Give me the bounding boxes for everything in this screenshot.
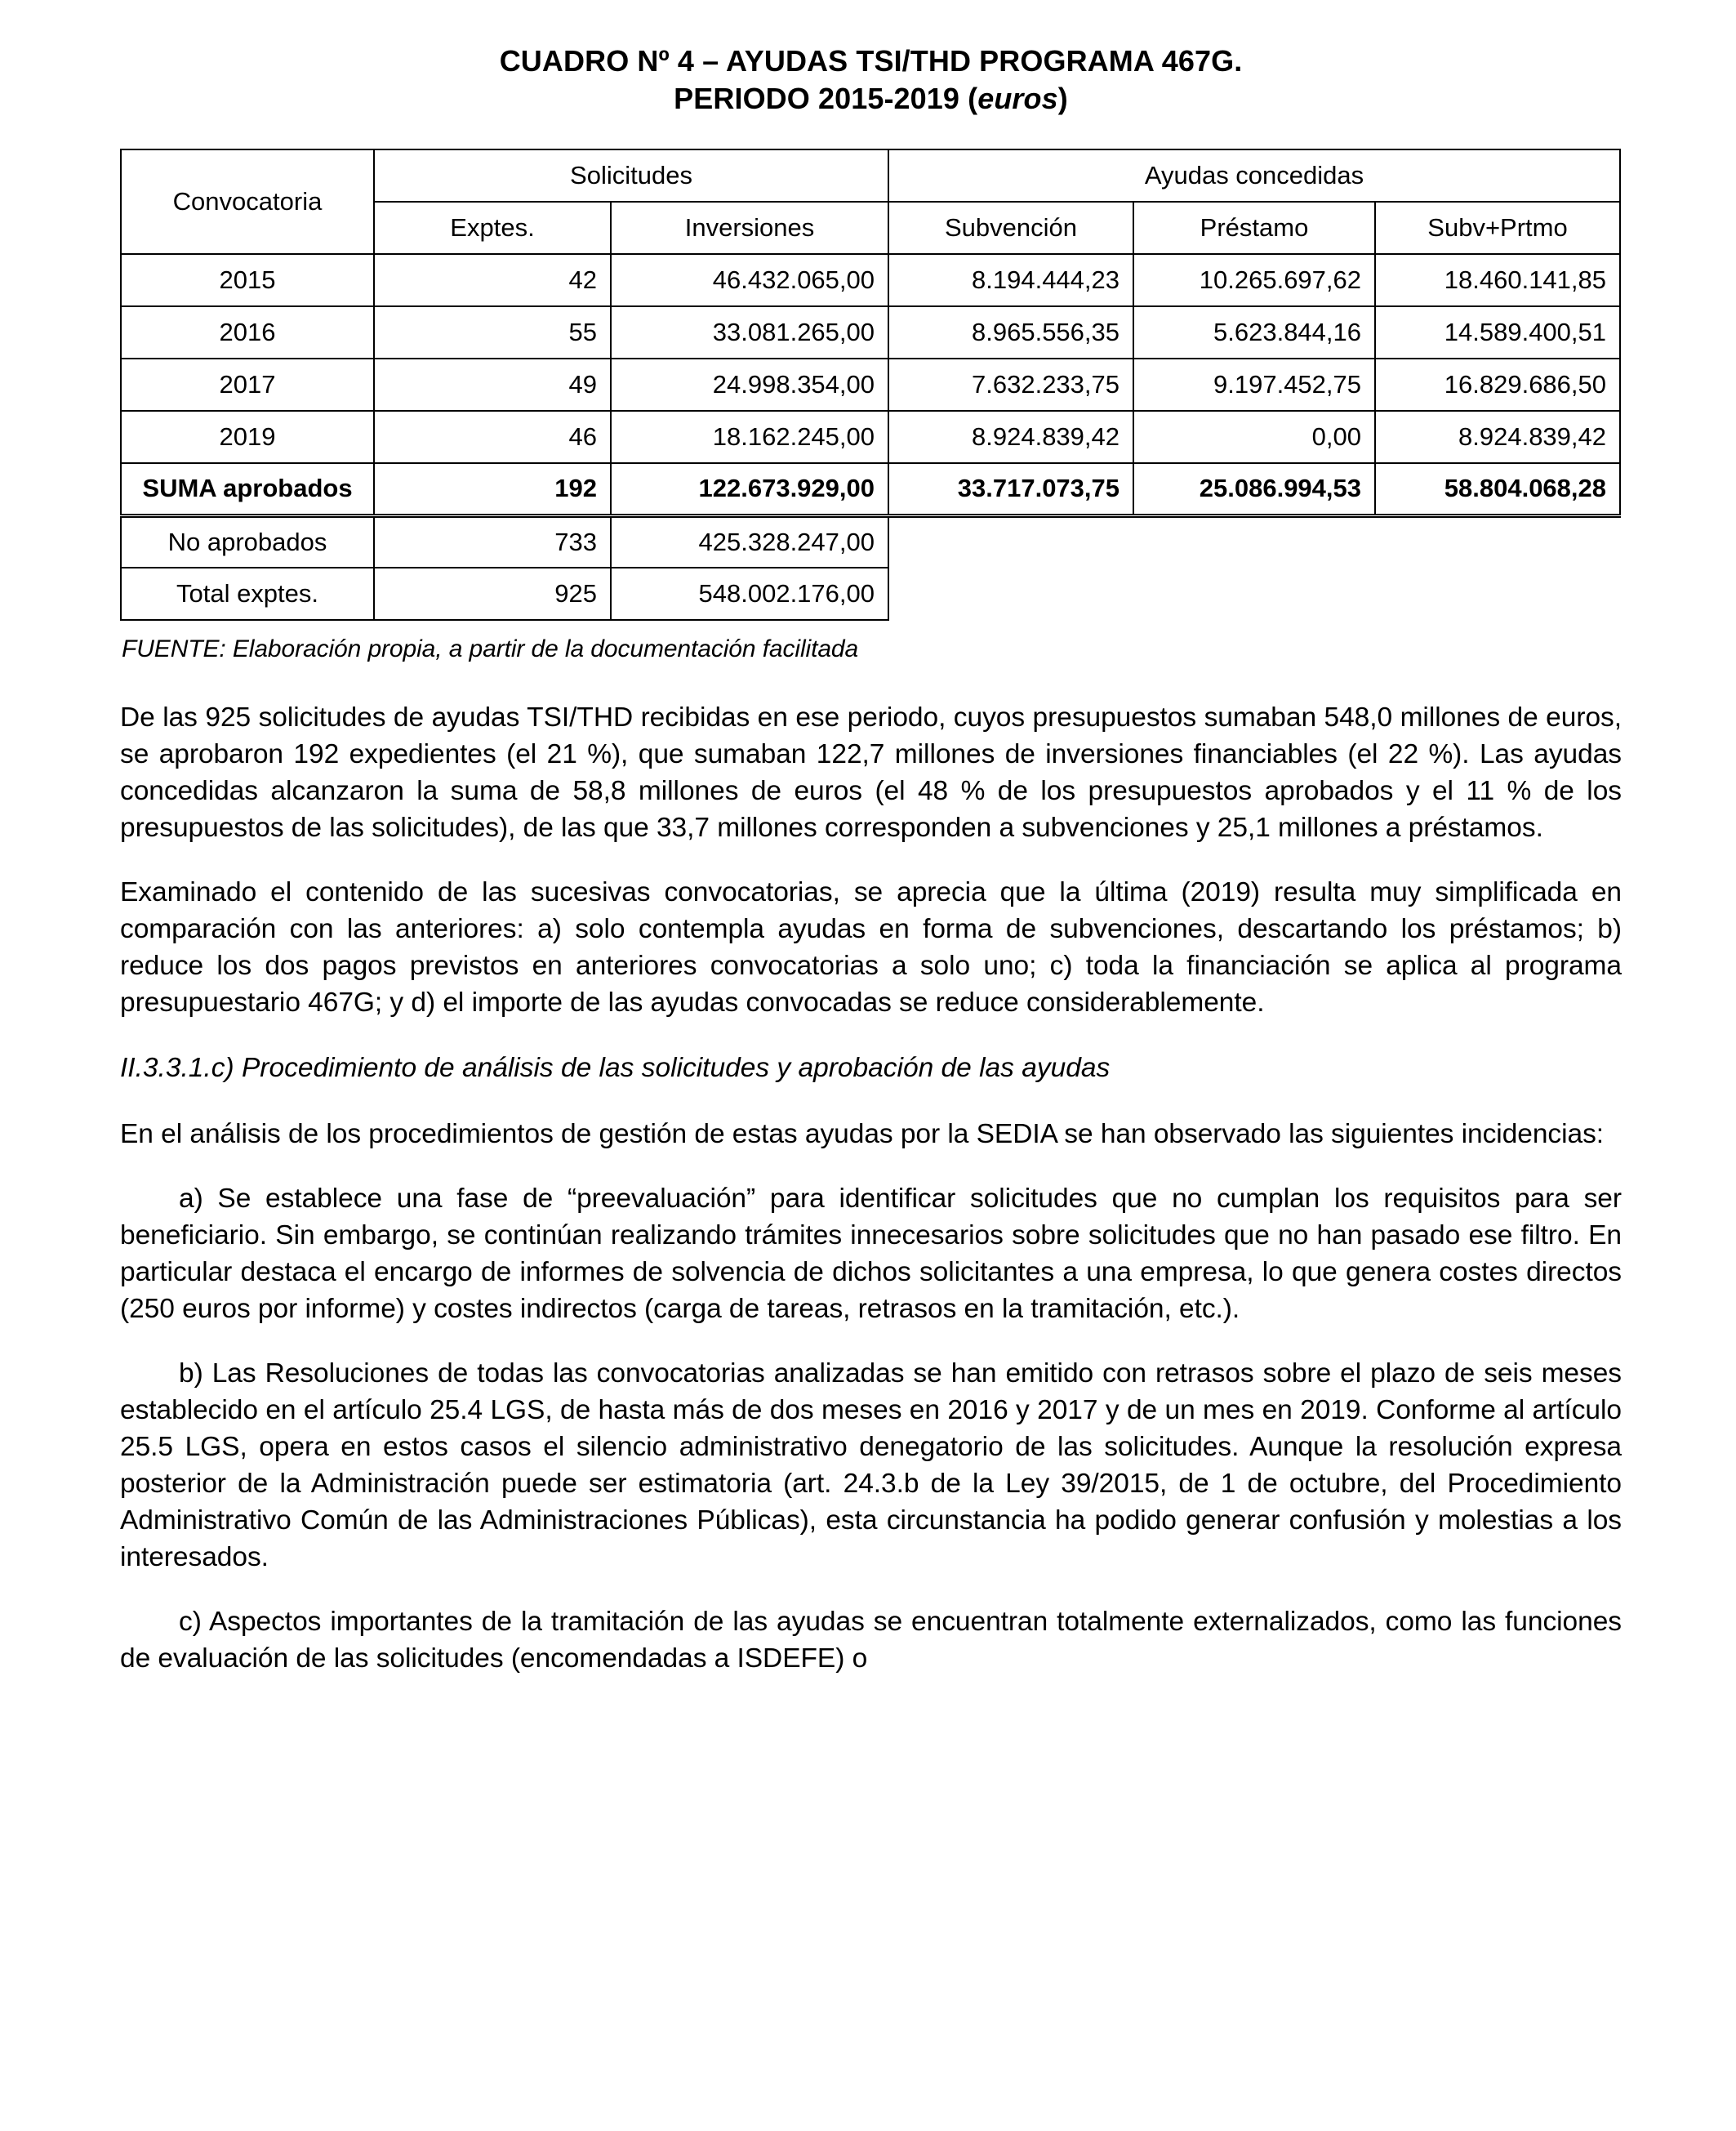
table-body [121,254,1620,620]
header-group-solicitudes: Solicitudes [374,149,888,202]
cell-subv-prtmo: 16.829.686,50 [1375,359,1620,411]
cell-inversiones: 425.328.247,00 [611,515,888,568]
cell-inversiones: 46.432.065,00 [611,254,888,306]
cell-convocatoria: 2015 [121,254,374,306]
cell-prestamo: 9.197.452,75 [1133,359,1375,411]
cell-exptes: 733 [374,515,611,568]
cell-inversiones: 122.673.929,00 [611,463,888,515]
table-row-total-exptes [121,568,1620,620]
cell-empty [1133,568,1375,620]
page-title-line1: CUADRO Nº 4 – AYUDAS TSI/THD PROGRAMA 467G. [499,44,1243,78]
cell-prestamo: 0,00 [1133,411,1375,463]
paragraph-3: En el análisis de los procedimientos de gestión de estas ayudas por la SEDIA se han observado las siguientes incidencias: [120,1118,1605,1149]
cell-inversiones: 33.081.265,00 [611,306,888,359]
cell-inversiones: 18.162.245,00 [611,411,888,463]
cell-exptes: 55 [374,306,611,359]
table-row-suma-aprobados [121,463,1620,515]
paragraph-2: Examinado el contenido de las sucesivas convocatorias, se aprecia que la última (2019) resulta muy simplificada en comparación con las anteriores: a) solo contempla ayudas en forma de subvenciones, descartando los préstamos; b) reduce los dos pagos previstos en anteriores convocatorias a solo uno; c) toda la financiación se aplica al programa presupuestario 467G; y d) el importe de las ayudas convocadas se reduce considerablemente. [120,877,1622,1019]
cell-prestamo: 25.086.994,53 [1133,463,1375,515]
header-inversiones: Inversiones [611,202,888,254]
cell-subv-prtmo: 8.924.839,42 [1375,411,1620,463]
cell-exptes: 192 [374,463,611,515]
table-row [121,411,1620,463]
cell-exptes: 49 [374,359,611,411]
cell-inversiones: 24.998.354,00 [611,359,888,411]
cell-subvencion: 7.632.233,75 [888,359,1133,411]
page-title-line2-italic: euros [977,82,1058,116]
paragraph-5: b) Las Resoluciones de todas las convocatorias analizadas se han emitido con retrasos sobre el plazo de seis meses establecido en el artículo 25.4 LGS, de hasta más de dos meses en 2016 y 2017 y de un mes en 2019. Conforme al artículo 25.5 LGS, opera en estos casos el silencio administrativo denegatorio de las solicitudes. Aunque la resolución expresa posterior de la Administración puede ser estimatoria (art. 24.3.b de la Ley 39/2015, de 1 de octubre, del Procedimiento Administrativo Común de las Administraciones Públicas), esta circunstancia ha podido generar confusión y molestias a los interesados. [120,1358,1622,1573]
cell-convocatoria: Total exptes. [121,568,374,620]
table-row [121,306,1620,359]
cell-prestamo: 5.623.844,16 [1133,306,1375,359]
table-row [121,359,1620,411]
cell-subv-prtmo: 58.804.068,28 [1375,463,1620,515]
page-title [120,33,1622,118]
table-group-header-row [121,149,1620,202]
cell-subvencion: 8.194.444,23 [888,254,1133,306]
cell-exptes: 42 [374,254,611,306]
cell-empty [1133,515,1375,568]
table-source-note: FUENTE: Elaboración propia, a partir de la documentación facilitada [122,635,859,663]
cell-empty [888,515,1133,568]
section-heading: II.3.3.1.c) Procedimiento de análisis de las solicitudes y aprobación de las ayudas [120,1052,1111,1083]
cell-exptes: 925 [374,568,611,620]
cell-convocatoria: 2016 [121,306,374,359]
page-title-line2-suffix: ) [1057,82,1068,116]
header-prestamo: Préstamo [1133,202,1375,254]
header-subvencion: Subvención [888,202,1133,254]
table-head [121,149,1620,254]
cell-empty [888,568,1133,620]
page-title-line2 [120,80,1622,118]
header-exptes: Exptes. [374,202,611,254]
header-convocatoria: Convocatoria [121,149,374,254]
table-row-no-aprobados [121,515,1620,568]
cell-subvencion: 8.924.839,42 [888,411,1133,463]
header-group-ayudas-concedidas: Ayudas concedidas [888,149,1620,202]
cell-convocatoria: No aprobados [121,515,374,568]
paragraph-6: c) Aspectos importantes de la tramitación de las ayudas se encuentran totalmente externalizados, como las funciones de evaluación de las solicitudes (encomendadas a ISDEFE) o [120,1607,1622,1674]
cell-convocatoria: SUMA aprobados [121,463,374,515]
cell-exptes: 46 [374,411,611,463]
cell-empty [1375,515,1620,568]
cell-subvencion: 33.717.073,75 [888,463,1133,515]
cell-subv-prtmo: 18.460.141,85 [1375,254,1620,306]
cuadro-4-table-wrapper [120,149,1619,621]
header-subv-prtmo: Subv+Prtmo [1375,202,1620,254]
paragraph-1: De las 925 solicitudes de ayudas TSI/THD recibidas en ese periodo, cuyos presupuestos sumaban 548,0 millones de euros, se aprobaron 192 expedientes (el 21 %), que sumaban 122,7 millones de inversiones financiables (el 22 %). Las ayudas concedidas alcanzaron la suma de 58,8 millones de euros (el 48 % de los presupuestos aprobados y el 11 % de los presupuestos de las solicitudes), de las que 33,7 millones corresponden a subvenciones y 25,1 millones a préstamos. [120,702,1622,844]
cell-convocatoria: 2019 [121,411,374,463]
cell-subvencion: 8.965.556,35 [888,306,1133,359]
cell-convocatoria: 2017 [121,359,374,411]
table-row [121,254,1620,306]
paragraph-4: a) Se establece una fase de “preevaluación” para identificar solicitudes que no cumplan los requisitos para ser beneficiario. Sin embargo, se continúan realizando trámites innecesarios sobre solicitudes que no han pasado ese filtro. En particular destaca el encargo de informes de solvencia de dichos solicitantes a una empresa, lo que genera costes directos (250 euros por informe) y costes indirectos (carga de tareas, retrasos en la tramitación, etc.). [120,1183,1622,1324]
cell-prestamo: 10.265.697,62 [1133,254,1375,306]
page-title-line2-prefix: PERIODO 2015-2019 ( [674,82,978,116]
cell-inversiones: 548.002.176,00 [611,568,888,620]
cell-empty [1375,568,1620,620]
cell-subv-prtmo: 14.589.400,51 [1375,306,1620,359]
cuadro-4-table [120,149,1621,621]
